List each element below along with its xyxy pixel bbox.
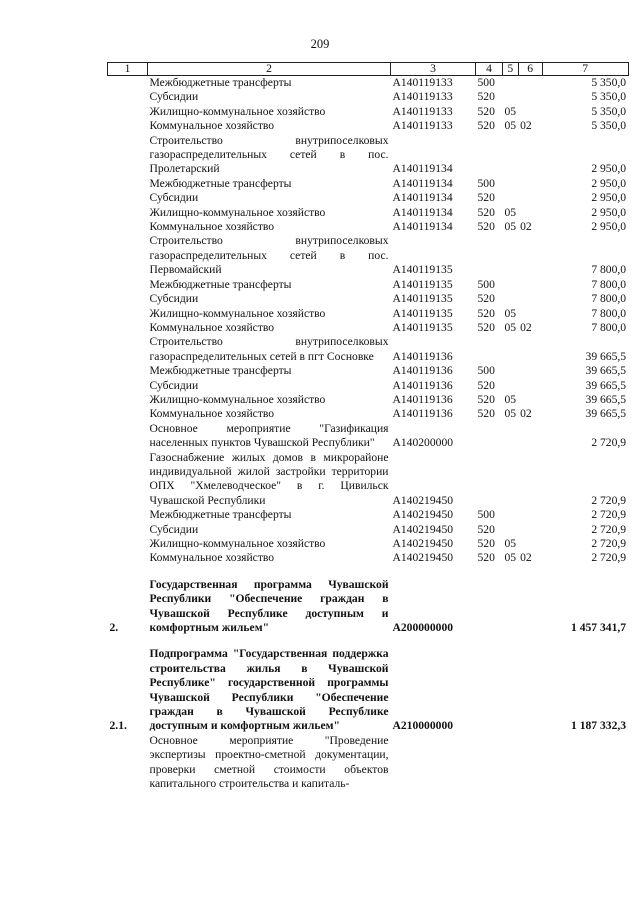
- row-number: [108, 407, 148, 421]
- subsection: [518, 191, 542, 205]
- section: [503, 191, 519, 205]
- subsection: [518, 537, 542, 551]
- row-number: [108, 177, 148, 191]
- subsection: [518, 523, 542, 537]
- page-number: 209: [310, 37, 330, 51]
- row-number: [108, 105, 148, 119]
- expense-type: 520: [477, 104, 495, 118]
- amount: 2 720,9: [591, 436, 627, 450]
- table-row: [108, 647, 629, 733]
- table-row: [108, 523, 629, 537]
- subsection: [518, 177, 542, 191]
- section: [503, 278, 519, 292]
- row-number: [108, 335, 148, 364]
- spacer-row: [108, 635, 629, 647]
- item-name: Межбюджетные трансферты: [149, 508, 292, 522]
- row-number: 2.1.: [109, 719, 127, 733]
- spacer-row: [108, 566, 629, 578]
- subsection: [518, 578, 542, 636]
- amount: 2 720,9: [591, 522, 627, 536]
- table-row: [108, 105, 629, 119]
- row-number: [108, 90, 148, 104]
- section: [503, 335, 519, 364]
- expense-type: 520: [477, 191, 495, 205]
- budget-code: А140200000: [392, 436, 454, 450]
- table-row: [108, 278, 629, 292]
- item-name: Жилищно-коммунальное хозяйство: [149, 537, 326, 550]
- item-name: Коммунальное хозяйство: [149, 407, 275, 421]
- header-col-7: 7: [542, 63, 628, 76]
- amount: 1 187 332,3: [571, 719, 627, 733]
- budget-code: А140119134: [392, 162, 453, 176]
- item-name: Межбюджетные трансферты: [149, 76, 292, 89]
- budget-code: А140219450: [392, 493, 454, 507]
- row-number: [108, 292, 148, 306]
- section: 05: [504, 551, 517, 565]
- budget-code: А140119135: [392, 277, 453, 291]
- row-number: [108, 191, 148, 205]
- subsection: [518, 379, 542, 393]
- amount: 2 950,0: [591, 162, 627, 176]
- amount: 7 800,0: [591, 263, 627, 277]
- section: [503, 578, 519, 636]
- table-row: [108, 134, 629, 177]
- header-col-2: 2: [148, 63, 391, 76]
- row-number: [108, 551, 148, 565]
- budget-code: А200000000: [392, 621, 454, 635]
- section: 05: [504, 306, 517, 320]
- subsection: 02: [520, 220, 532, 234]
- item-name: Субсидии: [149, 90, 199, 104]
- amount: 7 800,0: [591, 292, 627, 306]
- section: 05: [504, 320, 517, 334]
- table-row: [108, 578, 629, 636]
- expense-type: [476, 422, 503, 451]
- amount: 2 720,9: [591, 508, 627, 522]
- budget-code: А140219450: [392, 508, 454, 522]
- section: [503, 90, 519, 104]
- section: [503, 523, 519, 537]
- budget-code: А140119133: [392, 76, 453, 89]
- header-col-5: 5: [503, 63, 519, 76]
- item-name: Межбюджетные трансферты: [149, 176, 292, 190]
- expense-type: 520: [477, 551, 495, 565]
- item-name: Субсидии: [149, 522, 199, 536]
- expense-type: 520: [477, 392, 495, 406]
- row-number: [108, 422, 148, 451]
- item-name: Подпрограмма "Государственная поддержка строительства жилья в Чувашской Республике" государственной программы Чувашской Республики "Обеспечение граждан в Чувашской Республике доступным и комфортным жильем": [149, 647, 389, 733]
- section: [503, 508, 519, 522]
- item-name: Основное мероприятие "Проведение экспертизы проектно-сметной документации, проверки сметной стоимости объектов капитального строительства и капиталь-: [149, 733, 389, 791]
- row-number: [108, 206, 148, 220]
- row-number: [108, 234, 148, 277]
- section: [503, 451, 519, 509]
- expense-type: 520: [477, 220, 495, 234]
- section: [503, 177, 519, 191]
- expense-type: 520: [477, 90, 495, 104]
- row-number: [108, 220, 148, 234]
- subsection: [518, 422, 542, 451]
- header-col-6: 6: [518, 63, 542, 76]
- subsection: [518, 647, 542, 733]
- subsection: [518, 307, 542, 321]
- table-row: [108, 551, 629, 565]
- expense-type: 520: [477, 205, 495, 219]
- subsection: [518, 76, 542, 91]
- item-name: Строительство внутрипоселковых газораспределительных сетей в пос. Первомайский: [149, 234, 389, 277]
- amount: 5 350,0: [591, 90, 627, 104]
- section: 05: [504, 104, 517, 118]
- subsection: 02: [520, 320, 532, 334]
- row-number: [108, 307, 148, 321]
- row-number: [108, 379, 148, 393]
- subsection: [518, 393, 542, 407]
- spacer-cell: [108, 566, 629, 578]
- budget-code: А140119135: [392, 263, 453, 277]
- expense-type: 520: [477, 292, 495, 306]
- amount: 7 800,0: [591, 320, 627, 334]
- subsection: [518, 734, 542, 792]
- item-name: Коммунальное хозяйство: [149, 220, 275, 234]
- amount: 39 665,5: [585, 349, 627, 363]
- budget-code: А140119134: [392, 191, 453, 205]
- expense-type: 520: [477, 320, 495, 334]
- subsection: [518, 451, 542, 509]
- row-number: [108, 508, 148, 522]
- subsection: [518, 278, 542, 292]
- table-row: [108, 537, 629, 551]
- row-number: 2.: [109, 621, 119, 635]
- table-row: [108, 191, 629, 205]
- section: [503, 647, 519, 733]
- subsection: [518, 90, 542, 104]
- expense-type: 500: [477, 277, 495, 291]
- section: [503, 234, 519, 277]
- expense-type: [476, 134, 503, 177]
- amount: 2 950,0: [591, 220, 627, 234]
- table-row: [108, 734, 629, 792]
- amount: 5 350,0: [591, 104, 627, 118]
- row-number: [108, 76, 148, 91]
- row-number: [108, 134, 148, 177]
- table-row: [108, 379, 629, 393]
- section: 05: [504, 220, 517, 234]
- section: [503, 734, 519, 792]
- item-name: Коммунальное хозяйство: [149, 320, 275, 334]
- budget-code: А140219450: [392, 522, 454, 536]
- amount: 39 665,5: [585, 392, 627, 406]
- section: [503, 134, 519, 177]
- spacer-cell: [108, 635, 629, 647]
- budget-code: А140119133: [392, 90, 453, 104]
- amount: 5 350,0: [591, 76, 627, 89]
- expense-type: 520: [477, 522, 495, 536]
- budget-code: А140119136: [392, 349, 453, 363]
- amount: 2 720,9: [591, 537, 627, 550]
- expense-type: 520: [477, 378, 495, 392]
- amount: 2 720,9: [591, 493, 627, 507]
- row-number: [108, 537, 148, 551]
- budget-code: А140119134: [392, 220, 453, 234]
- table-row: [108, 407, 629, 421]
- item-name: Коммунальное хозяйство: [149, 119, 275, 133]
- table-row: [108, 206, 629, 220]
- item-name: Строительство внутрипоселковых газораспределительных сетей в пос. Пролетарский: [149, 133, 389, 176]
- table-row: [108, 220, 629, 234]
- table-row: [108, 307, 629, 321]
- expense-type: 520: [477, 119, 495, 133]
- table-row: [108, 364, 629, 378]
- table-row: [108, 335, 629, 364]
- budget-code: А140219450: [392, 551, 454, 565]
- item-name: Субсидии: [149, 191, 199, 205]
- header-col-1: 1: [108, 63, 148, 76]
- row-number: [108, 451, 148, 509]
- budget-code: А140119136: [392, 364, 453, 378]
- expense-type: 500: [477, 76, 495, 89]
- section: [503, 292, 519, 306]
- expense-type: [476, 451, 503, 509]
- budget-code: А140219450: [392, 537, 454, 550]
- table-row: [108, 451, 629, 509]
- expense-type: [476, 234, 503, 277]
- table-row: [108, 321, 629, 335]
- item-name: Жилищно-коммунальное хозяйство: [149, 392, 326, 406]
- expense-type: 500: [477, 508, 495, 522]
- subsection: [518, 292, 542, 306]
- section: 05: [504, 407, 517, 421]
- budget-code: А140119133: [392, 104, 453, 118]
- row-number: [108, 364, 148, 378]
- expense-type: [476, 335, 503, 364]
- table-row: [108, 422, 629, 451]
- item-name: Жилищно-коммунальное хозяйство: [149, 306, 326, 320]
- item-name: Жилищно-коммунальное хозяйство: [149, 104, 326, 118]
- budget-code: А140119133: [392, 119, 453, 133]
- expense-type: 520: [477, 407, 495, 421]
- item-name: Жилищно-коммунальное хозяйство: [149, 205, 326, 219]
- row-number: [108, 119, 148, 133]
- table-row: [108, 119, 629, 133]
- row-number: [108, 523, 148, 537]
- table-row: [108, 90, 629, 104]
- item-name: Газоснабжение жилых домов в микрорайоне индивидуальной жилой застройки территории ОПХ "Хмелеводческое" в г. Цивильск Чувашской Республики: [149, 450, 389, 507]
- table-row: [108, 234, 629, 277]
- item-name: Субсидии: [149, 378, 199, 392]
- expense-type: 500: [477, 176, 495, 190]
- header-col-4: 4: [476, 63, 503, 76]
- budget-code: А140119136: [392, 378, 453, 392]
- amount: 2 720,9: [591, 551, 627, 565]
- subsection: 02: [520, 551, 532, 565]
- item-name: Межбюджетные трансферты: [149, 364, 292, 378]
- subsection: 02: [520, 407, 532, 421]
- section: 05: [504, 392, 517, 406]
- section: [503, 364, 519, 378]
- table-row: [108, 508, 629, 522]
- row-number: [108, 393, 148, 407]
- amount: 39 665,5: [585, 407, 627, 421]
- amount: 2 950,0: [591, 176, 627, 190]
- subsection: [518, 335, 542, 364]
- header-col-3: 3: [391, 63, 476, 76]
- subsection: [518, 508, 542, 522]
- subsection: 02: [520, 119, 532, 133]
- budget-table: [107, 62, 629, 792]
- budget-code: А140119134: [392, 205, 453, 219]
- expense-type: [476, 647, 503, 733]
- budget-code: А140119134: [392, 176, 453, 190]
- expense-type: [476, 578, 503, 636]
- section: 05: [504, 205, 517, 219]
- subsection: [518, 234, 542, 277]
- amount: 7 800,0: [591, 277, 627, 291]
- expense-type: 520: [477, 306, 495, 320]
- budget-code: А140119136: [392, 392, 453, 406]
- table-row: [108, 292, 629, 306]
- item-name: Коммунальное хозяйство: [149, 551, 275, 565]
- amount: 2 950,0: [591, 205, 627, 219]
- amount: 39 665,5: [585, 364, 627, 378]
- table-row: [108, 76, 629, 91]
- amount: 7 800,0: [591, 306, 627, 320]
- amount: 5 350,0: [591, 119, 627, 133]
- section: 05: [504, 537, 517, 550]
- budget-code: А140119135: [392, 320, 453, 334]
- budget-code: А140119135: [392, 292, 453, 306]
- item-name: Субсидии: [149, 292, 199, 306]
- subsection: [518, 105, 542, 119]
- section: [503, 76, 519, 91]
- budget-code: А140119136: [392, 407, 453, 421]
- item-name: Строительство внутрипоселковых газораспределительных сетей в пгт Сосновке: [149, 335, 389, 363]
- subsection: [518, 134, 542, 177]
- row-number: [108, 321, 148, 335]
- amount: 1 457 341,7: [571, 621, 627, 635]
- budget-code: А210000000: [392, 719, 454, 733]
- item-name: Государственная программа Чувашской Республики "Обеспечение граждан в Чувашской Республике доступным и комфортным жильем": [149, 577, 389, 635]
- expense-type: [476, 734, 503, 792]
- table-header-row: [108, 63, 629, 76]
- table-row: [108, 177, 629, 191]
- budget-code: А140119135: [392, 306, 453, 320]
- table-row: [108, 393, 629, 407]
- amount: 2 950,0: [591, 191, 627, 205]
- row-number: [108, 734, 148, 792]
- row-number: [108, 278, 148, 292]
- subsection: [518, 364, 542, 378]
- budget-table-body: [108, 63, 629, 792]
- section: 05: [504, 119, 517, 133]
- item-name: Межбюджетные трансферты: [149, 277, 292, 291]
- section: [503, 422, 519, 451]
- expense-type: 500: [477, 364, 495, 378]
- section: [503, 379, 519, 393]
- budget-code: [391, 734, 476, 792]
- item-name: Основное мероприятие "Газификация населенных пунктов Чувашской Республики": [149, 421, 389, 450]
- amount: [542, 734, 628, 792]
- amount: 39 665,5: [585, 378, 627, 392]
- subsection: [518, 206, 542, 220]
- expense-type: 520: [477, 537, 495, 550]
